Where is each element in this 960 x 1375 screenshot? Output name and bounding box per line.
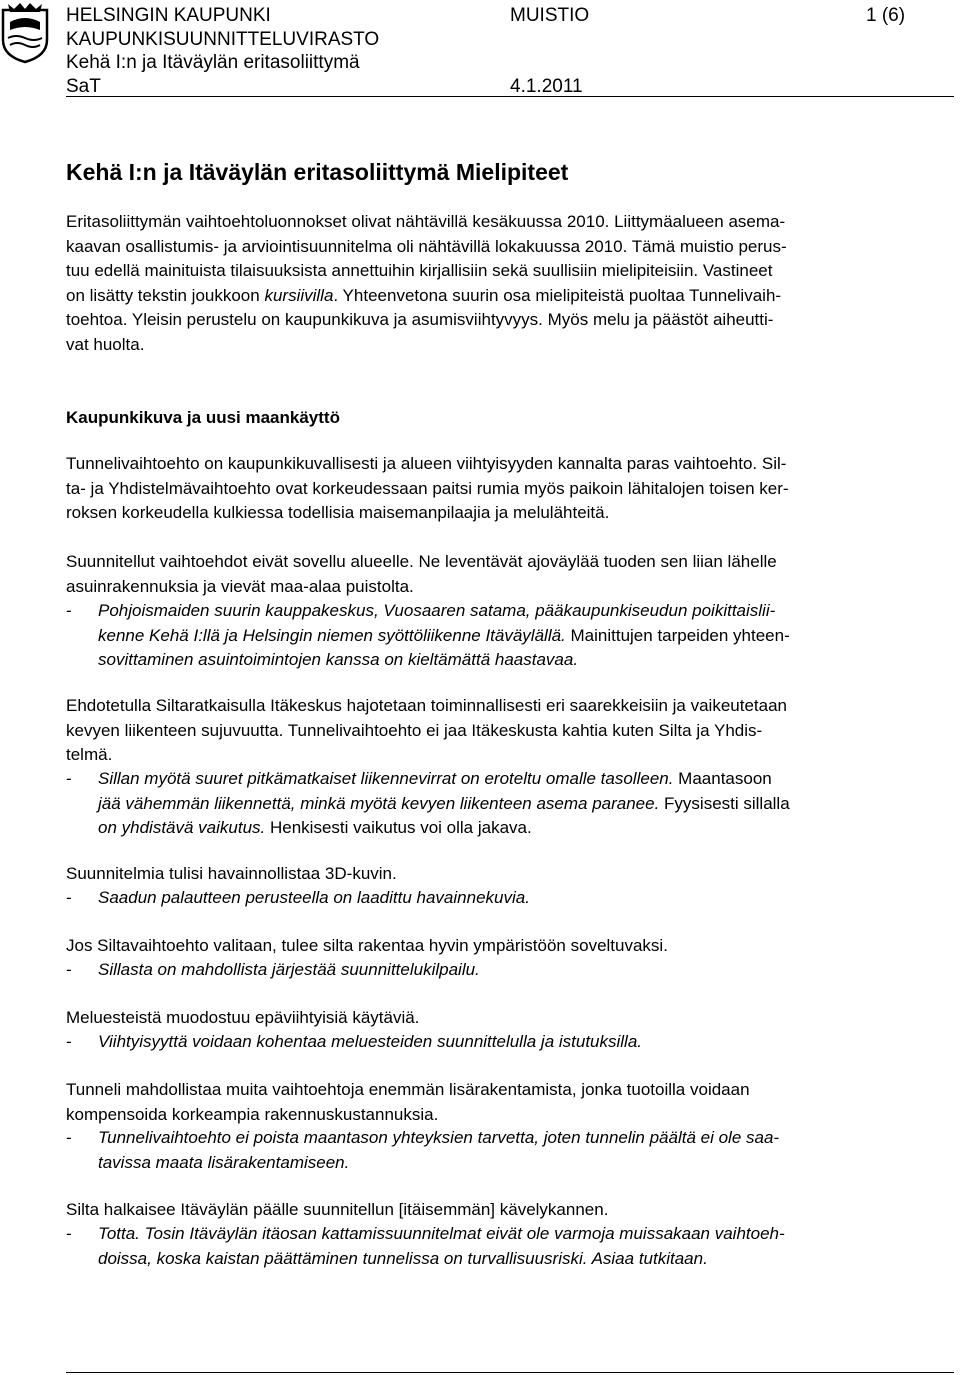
- intro-paragraph: [66, 210, 948, 357]
- paragraph-line: Meluesteistä muodostuu epäviihtyisiä käytäviä.: [66, 1008, 420, 1027]
- header-org-1: HELSINGIN KAUPUNKI: [66, 5, 271, 26]
- header-divider: [66, 96, 954, 97]
- intro-line: kaavan osallistumis- ja arviointisuunnitelma oli nähtävillä lokakuussa 2010. Tämä muistio perus-: [66, 236, 787, 256]
- paragraph-tunnel-construction: [66, 1078, 948, 1127]
- response-plain: Henkisesti vaikutus voi olla jakava.: [265, 818, 532, 837]
- paragraph-line: Silta halkaisee Itäväylän päälle suunnitellun [itäisemmän] kävelykannen.: [66, 1200, 609, 1219]
- paragraph-line: kevyen liikenteen sujuvuutta. Tunnelivaihtoehto ei jaa Itäkeskusta kahtia kuten Silta ja Yhdis-: [66, 720, 763, 740]
- paragraph-alternatives: [66, 550, 948, 599]
- intro-line: toehtoa. Yleisin perustelu on kaupunkikuva ja asumisviihtyvyys. Myös melu ja päästöt aiheutti-: [66, 310, 774, 329]
- intro-line: vat huolta.: [66, 334, 145, 354]
- response-text: [98, 599, 948, 673]
- response-italic: doissa, koska kaistan päättäminen tunnelissa on turvallisuusriski. Asiaa tutkitaan.: [98, 1248, 708, 1268]
- response-italic: Saadun palautteen perusteella on laadittu havainnekuvia.: [98, 888, 530, 907]
- response-italic: Totta. Tosin Itäväylän itäosan kattamissuunnitelmat eivät ole varmoja muissakaan vaihtoeh-: [98, 1224, 785, 1243]
- intro-line: Eritasoliittymän vaihtoehtoluonnokset olivat nähtävillä kesäkuussa 2010. Liittymäalueen asema-: [66, 212, 786, 231]
- response-plain: Fyysisesti sillalla: [659, 793, 790, 813]
- response-italic: on yhdistävä vaikutus.: [98, 818, 266, 837]
- paragraph-line: Tunnelivaihtoehto on kaupunkikuvallisesti ja alueen viihtyisyyden kannalta paras vaihtoehto. Sil-: [66, 454, 787, 473]
- paragraph-line: roksen korkeudella kulkiessa todellisia maisemanpilaajia ja melulähteitä.: [66, 503, 610, 522]
- bullet-dash: -: [66, 1224, 72, 1243]
- response-item: [66, 886, 948, 911]
- response-italic: Sillasta on mahdollista järjestää suunnittelukilpailu.: [98, 960, 480, 979]
- bullet-dash: -: [66, 960, 72, 979]
- response-item: [66, 1222, 948, 1271]
- paragraph-line: kompensoida korkeampia rakennuskustannuksia.: [66, 1104, 439, 1124]
- paragraph-line: asuinrakennuksia ja vievät maa-alaa puistolta.: [66, 576, 414, 596]
- header-page-number: 1 (6): [866, 5, 906, 26]
- response-item: [66, 599, 948, 673]
- response-italic: jää vähemmän liikennettä, minkä myötä kevyen liikenteen asema paranee.: [98, 793, 660, 813]
- bullet-dash: -: [66, 601, 72, 620]
- response-text: [98, 1030, 948, 1055]
- paragraph-line: Suunnitellut vaihtoehdot eivät sovellu alueelle. Ne leventävät ajoväylää tuoden sen liian lähelle: [66, 552, 777, 571]
- header-author: SaT: [66, 76, 101, 97]
- intro-text: . Yhteenvetona suurin osa mielipiteistä puoltaa Tunnelivaih-: [333, 285, 782, 305]
- response-item: [66, 1126, 948, 1175]
- response-plain: Mainittujen tarpeiden yhteen-: [565, 625, 790, 645]
- paragraph-walkway: [66, 1198, 948, 1223]
- response-text: [98, 958, 948, 983]
- paragraph-itakeskus: [66, 694, 948, 768]
- response-item: [66, 767, 948, 841]
- header-org-2: KAUPUNKISUUNNITTELUVIRASTO: [66, 29, 380, 50]
- bullet-dash: -: [66, 1128, 72, 1147]
- paragraph-3d: [66, 862, 948, 887]
- intro-italic-word: kursiivilla: [264, 285, 334, 305]
- paragraph-line: ta- ja Yhdistelmävaihtoehto ovat korkeudessaan paitsi rumia myös paikoin lähitalojen toisen ker-: [66, 478, 789, 498]
- paragraph-line: Tunneli mahdollistaa muita vaihtoehtoja enemmän lisärakentamista, jonka tuotoilla voidaan: [66, 1080, 750, 1099]
- paragraph-line: Suunnitelmia tulisi havainnollistaa 3D-kuvin.: [66, 864, 397, 883]
- paragraph-bridge-design: [66, 934, 948, 959]
- response-text: [98, 1222, 948, 1271]
- response-text: [98, 767, 948, 841]
- intro-line: [66, 284, 948, 309]
- response-italic: Sillan myötä suuret pitkämatkaiset liikennevirrat on eroteltu omalle tasolleen.: [98, 769, 674, 788]
- footer-divider: [66, 1372, 954, 1373]
- paragraph-line: telmä.: [66, 745, 113, 764]
- response-italic: Tunnelivaihtoehto ei poista maantason yhteyksien tarvetta, joten tunnelin päältä ei ole saa-: [98, 1128, 780, 1147]
- paragraph-cityscape: [66, 452, 948, 526]
- response-italic: kenne Kehä I:llä ja Helsingin niemen syöttöliikenne Itäväylällä.: [98, 625, 566, 645]
- page-title: Kehä I:n ja Itäväylän eritasoliittymä Mielipiteet: [66, 159, 569, 185]
- response-italic: sovittaminen asuintoimintojen kanssa on kieltämättä haastavaa.: [98, 650, 579, 669]
- paragraph-line: Jos Siltavaihtoehto valitaan, tulee silta rakentaa hyvin ympäristöön soveltuvaksi.: [66, 936, 668, 955]
- intro-line: tuu edellä mainituista tilaisuuksista annettuihin kirjallisiin sekä suullisiin mielipiteisiin. Vastineet: [66, 261, 773, 280]
- response-text: [98, 1126, 948, 1175]
- header-date: 4.1.2011: [510, 76, 583, 97]
- header-doc-type: MUISTIO: [510, 5, 590, 26]
- response-item: [66, 958, 948, 983]
- response-plain: Maantasoon: [673, 769, 772, 788]
- header-project: Kehä I:n ja Itäväylän eritasoliittymä: [66, 52, 360, 73]
- response-italic: Pohjoismaiden suurin kauppakeskus, Vuosaaren satama, pääkaupunkiseudun poikittaislii-: [98, 601, 776, 620]
- response-item: [66, 1030, 948, 1055]
- response-italic: Viihtyisyyttä voidaan kohentaa meluesteiden suunnittelulla ja istutuksilla.: [98, 1032, 643, 1051]
- response-text: [98, 886, 948, 911]
- section-heading: Kaupunkikuva ja uusi maankäyttö: [66, 408, 340, 427]
- helsinki-crest-icon: [0, 0, 50, 64]
- bullet-dash: -: [66, 1032, 72, 1051]
- intro-text: on lisätty tekstin joukkoon: [66, 285, 265, 305]
- paragraph-noise-barriers: [66, 1006, 948, 1031]
- paragraph-line: Ehdotetulla Siltaratkaisulla Itäkeskus hajotetaan toiminnallisesti eri saarekkeisiin ja vaikeutetaan: [66, 696, 788, 715]
- response-italic: tavissa maata lisärakentamiseen.: [98, 1152, 350, 1172]
- bullet-dash: -: [66, 888, 72, 907]
- bullet-dash: -: [66, 769, 72, 788]
